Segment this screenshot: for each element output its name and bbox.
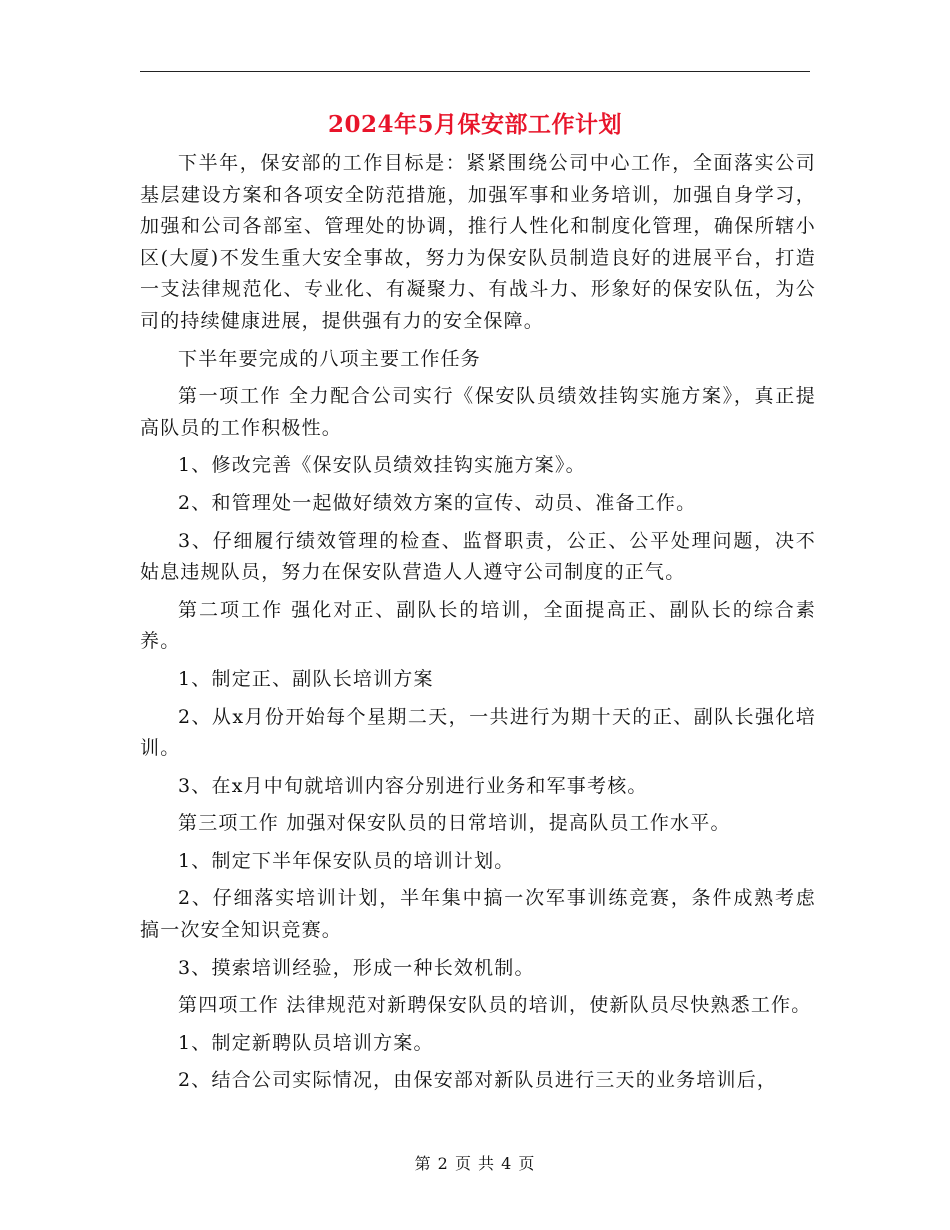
paragraph-task-4-item-2: 2、结合公司实际情况，由保安部对新队员进行三天的业务培训后，	[178, 1069, 778, 1092]
paragraph-task-3-item-1: 1、制定下半年保安队员的培训计划。	[178, 849, 515, 872]
paragraph-task-2: 第二项工作 强化对正、副队长的培训，全面提高正、副队长的综合素养。	[140, 598, 816, 653]
paragraph-task-2-item-2: 2、从x月份开始每个星期二天，一共进行为期十天的正、副队长强化培训。	[140, 705, 816, 760]
paragraph-task-1-item-3: 3、仔细履行绩效管理的检查、监督职责，公正、公平处理问题，决不姑息违规队员，努力在保安队营造人人遵守公司制度的正气。	[140, 529, 816, 584]
paragraph-task-3-item-2: 2、仔细落实培训计划，半年集中搞一次军事训练竞赛，条件成熟考虑搞一次安全知识竞赛。	[140, 887, 816, 942]
paragraph-task-2-item-1: 1、制定正、副队长培训方案	[178, 667, 434, 690]
paragraph-task-3: 第三项工作 加强对保安队员的日常培训，提高队员工作水平。	[178, 812, 731, 835]
paragraph-task-2-item-3: 3、在x月中旬就培训内容分别进行业务和军事考核。	[178, 774, 648, 797]
header-rule	[140, 71, 810, 72]
paragraph-tasks-heading: 下半年要完成的八项主要工作任务	[178, 347, 482, 370]
paragraph-task-3-item-3: 3、摸索培训经验，形成一种长效机制。	[178, 956, 535, 979]
document-title: 2024年5月保安部工作计划	[327, 111, 623, 138]
paragraph-task-1-item-2: 2、和管理处一起做好绩效方案的宣传、动员、准备工作。	[178, 491, 697, 514]
page-number-footer: 第 2 页 共 4 页	[414, 1154, 536, 1173]
paragraph-task-4-item-1: 1、制定新聘队员培训方案。	[178, 1031, 434, 1054]
paragraph-task-1-item-1: 1、修改完善《保安队员绩效挂钩实施方案》。	[178, 454, 586, 477]
paragraph-task-1: 第一项工作 全力配合公司实行《保安队员绩效挂钩实施方案》，真正提高队员的工作积极性。	[140, 385, 816, 439]
paragraph-intro: 下半年，保安部的工作目标是：紧紧围绕公司中心工作，全面落实公司基层建设方案和各项安全防范措施，加强军事和业务培训，加强自身学习，加强和公司各部室、管理处的协调，推行人性化和制度化管理，确保所辖小区(大厦)不发生重大安全事故，努力为保安队员制造良好的进展平台，打造一支法律规范化、专业化、有凝聚力、有战斗力、形象好的保安队伍，为公司的持续健康进展，提供强有力的安全保障。	[140, 152, 816, 332]
paragraph-task-4: 第四项工作 法律规范对新聘保安队员的培训，使新队员尽快熟悉工作。	[178, 994, 812, 1017]
document-body	[140, 148, 816, 1103]
